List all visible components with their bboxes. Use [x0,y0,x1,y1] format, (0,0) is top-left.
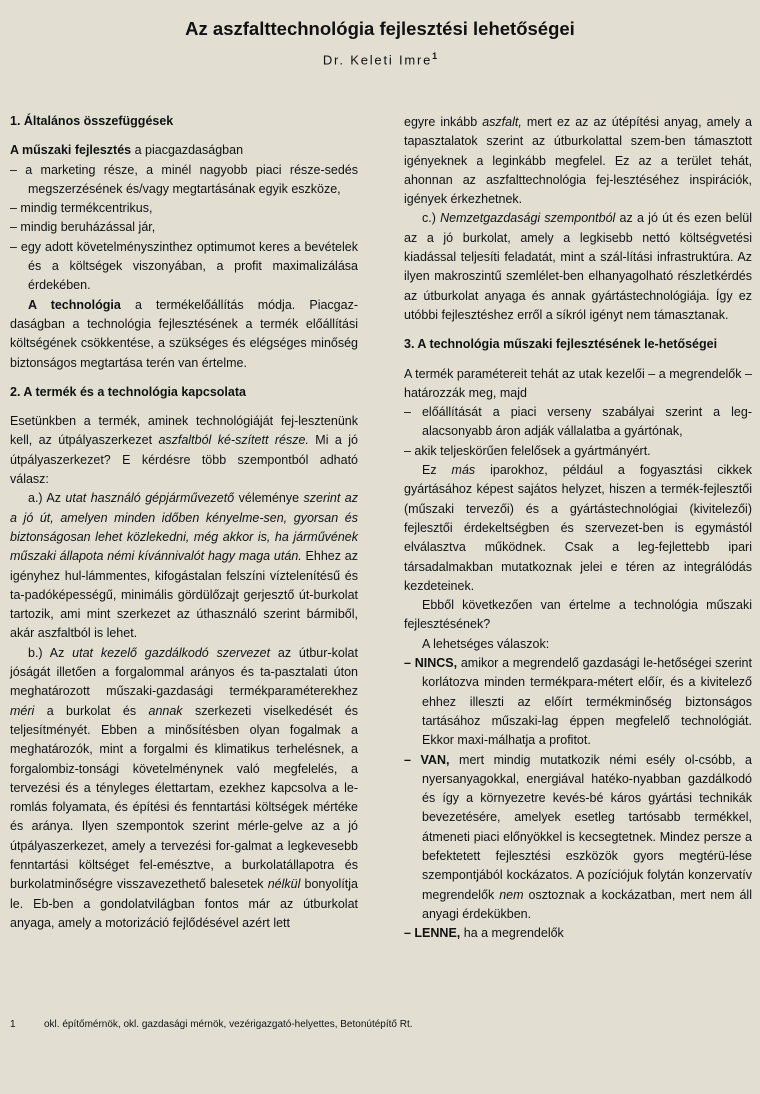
text: a piacgazdaságban [131,143,244,158]
paragraph: A termék paramétereit tehát az utak kezelői – a megrendelők – határozzák meg, majd [404,366,752,400]
dash-item: – mindig termékcentrikus, [10,201,153,216]
right-column [404,113,752,943]
italic-text: méri [10,703,35,718]
dash-item: – a marketing része, a minél nagyobb piaci része-sedés megszerzésének és/vagy megtartásának egyik eszköze, [10,162,358,196]
footnote-number: 1 [10,1019,16,1030]
text: Ez [422,463,452,478]
section-heading-2: 2. A termék és a technológia kapcsolata [10,384,246,399]
text: a burkolat és [34,703,149,718]
paragraph [10,141,358,160]
dash-item: – akik teljeskörűen felelősek a gyártmányért. [404,443,651,458]
article-title: Az aszfalttechnológia fejlesztési lehetőségei [185,18,575,39]
italic-text: aszfaltból ké-szített része. [158,433,309,448]
text: iparokhoz, például a fogyasztási cikkek gyártásához képest sajátos helyzet, hiszen a termék-fejlesztői (műszaki tervezői) és a gyártástechnológiai (kivitelezői) fejlesztői érdekeltségben és szervezet-ben is egymástól elválasztva működnek. Csak a leg-fejlettebb ipari társadalmakban mutatkoznak jelei e téren az integrálódás kezdeteinek. [404,463,753,593]
bold-term: A technológia [28,297,121,312]
italic-text: más [451,463,476,478]
bold-term: A műszaki fejlesztés [10,143,132,158]
footnote [10,1019,750,1030]
text: amikor a megrendelő gazdasági le-hetőségei szerint korlátozva minden termékpara-métert előír, és a kivitelező ehhez illeszti az előírt termékminőség biztonságos tartásához műszaki-lag éppen megfelelő technológiát. Ekkor maxi-málhatja a profitot. [422,656,752,748]
bold-term: – NINCS, [404,656,458,671]
text: mert mindig mutatkozik némi esély ol-csóbb, a nyersanyagokkal, energiával hatéko-nyabban gazdálkodó és így a környezetre kevés-bé káros gyártási technikák bevezetésére, amelyek esetleg tartósabb termékkel, átmeneti piaci előnyökkel is kecsegtetnek. Mindez persze a befektetett fejlesztési eszközök gyors megtérü-lése szempontjából kockázatos. A pozíciójuk folytán konzervatív megrendelők [422,752,752,902]
italic-text: utat használó gépjárművezető [65,491,235,506]
text: a.) Az [28,491,66,506]
text: b.) Az [28,645,73,660]
author-footnote-marker: 1 [432,51,438,61]
italic-text: Nemzetgazdasági szempontból [440,211,616,226]
answer-lenne [404,924,752,943]
text: a termékelőállítás módja. Piacgaz-daságban a technológia fejlesztésének a termék előállítási költségének csökkentése, a szükséges és elégséges minőség biztonságos megtartása terén van értelme. [10,297,358,370]
text: osztoznak a kockázatban, mert nem áll anyagi érdekükben. [422,887,752,921]
text: az a jó út és ezen belül az a jó burkolat, amely a legkisebb nettó költségvetési kiadással teljesíti feladatát, mint a szál-lítási infrastruktúra. Az ilyen makroszintű szemlélet-ben elhanyagolható részletkérdés az útburkolat anyaga és annak gyártástechnológiája. Így ez utóbbi fejlesztéshez erről a síkról igényt nem támasztanak. [404,211,752,322]
dash-item: – előállítását a piaci verseny szabályai szerint a leg-alacsonyabb áron adják vállalatba a gyártónak, [404,405,752,439]
italic-text: annak [148,703,183,718]
text: egyre inkább [404,115,483,129]
paragraph [10,489,358,643]
footnote-text: okl. építőmérnök, okl. gazdasági mérnök, vezérigazgató-helyettes, Betonútépítő Rt. [44,1019,413,1030]
paragraph [10,296,358,373]
bold-term: – LENNE, [404,926,461,941]
left-column [10,112,358,933]
dash-item: – egy adott követelményszinthez optimumot keres a bevételek és a költségek viszonyában, a profit maximalizálása érdekében. [10,239,358,293]
author-line [0,51,760,67]
bold-term: – VAN, [404,752,450,767]
section-heading-3: 3. A technológia műszaki fejlesztésének le-hetőségei [404,337,718,352]
dash-item: – mindig beruházással jár, [10,220,156,235]
italic-text: aszfalt, [482,115,522,129]
paragraph [404,209,752,325]
answer-van [404,751,752,925]
paragraph [404,461,752,596]
text: az útbur-kolat jóságát illetően a forgalommal arányos és ta-pasztalati úton meghatározott műszaki-gazdasági termékparaméterekhez [10,645,358,699]
italic-text: utat kezelő gazdálkodó szervezet [72,645,271,660]
text: bonyolítja le. Eb-ben a gondolatvilágban fontos már az útburkolat anyaga, amely a motorizáció fejlődésével azért lett [10,877,359,930]
italic-text: nélkül [267,877,301,892]
text: véleménye [234,491,304,506]
text: Esetünkben a termék, aminek technológiáját fej-lesztenünk kell, az útpályaszerkezet [10,414,358,448]
text: ha a megrendelők [460,926,564,941]
paragraph: A lehetséges válaszok: [422,636,550,651]
paragraph: Ebből következően van értelme a technológia műszaki fejlesztésének? [404,598,752,632]
section-heading-1: 1. Általános összefüggések [10,114,174,128]
text: szerkezeti viselkedését és teljesítményét. Ebben a minősítésben olyan fogalmak a meghatározók, mint a forgalmi és klimatikus terhelésnek, a forgalombiz-tonsági követelménynek való megfelelés, a tervezési és a tényleges élettartam, ezekhez kapcsolva a le-romlás folyamata, és építési és fenntartási költségek mértéke és aránya. Ilyen szempontok szerint mérle-gelve az a jó útpályaszerkezet, amely a tervezési for-galmat a legkevesebb fenntartási költséget fel-emésztve, a burkolatállapotra és burkolatminőségre visszavezethető balesetek [10,703,358,892]
text: mert ez az az útépítési anyag, amely a tapasztalatok szerint az útburkolattal szem-ben támasztott igényeknek a leginkább megfelel. Ez az a terület tehát, ahonnan az aszfalttechnológia fej-lesztéséhez inspirációk, igények érkezhetnek. [404,115,752,207]
text: Mi a jó útpályaszerkezet? E kérdésre több szempontból adható válasz: [10,433,358,487]
paragraph [10,412,358,489]
text: Ehhez az igényhez hul-lámmentes, kifogástalan felszíni víztelenítésű és ta-padóképességű, minimális gördülőzajt gerjesztő út-burkolat tartozik, ami mint szerkezet az úthasználó szerint bármiből, akár aszfaltból is lehet. [10,549,359,641]
text: c.) [422,211,441,226]
paragraph [404,113,752,209]
paragraph [10,644,358,933]
author-name: Dr. Keleti Imre [322,52,433,68]
italic-text: szerint az a jó út, amelyen minden időben kényelme-sen, gyorsan és biztonságosan lehet közlekedni, még akkor is, ha járművének műszaki állapota némi kívánnivalót hagy maga után. [10,491,358,564]
answer-nincs [404,654,752,750]
italic-text: nem [499,887,524,902]
